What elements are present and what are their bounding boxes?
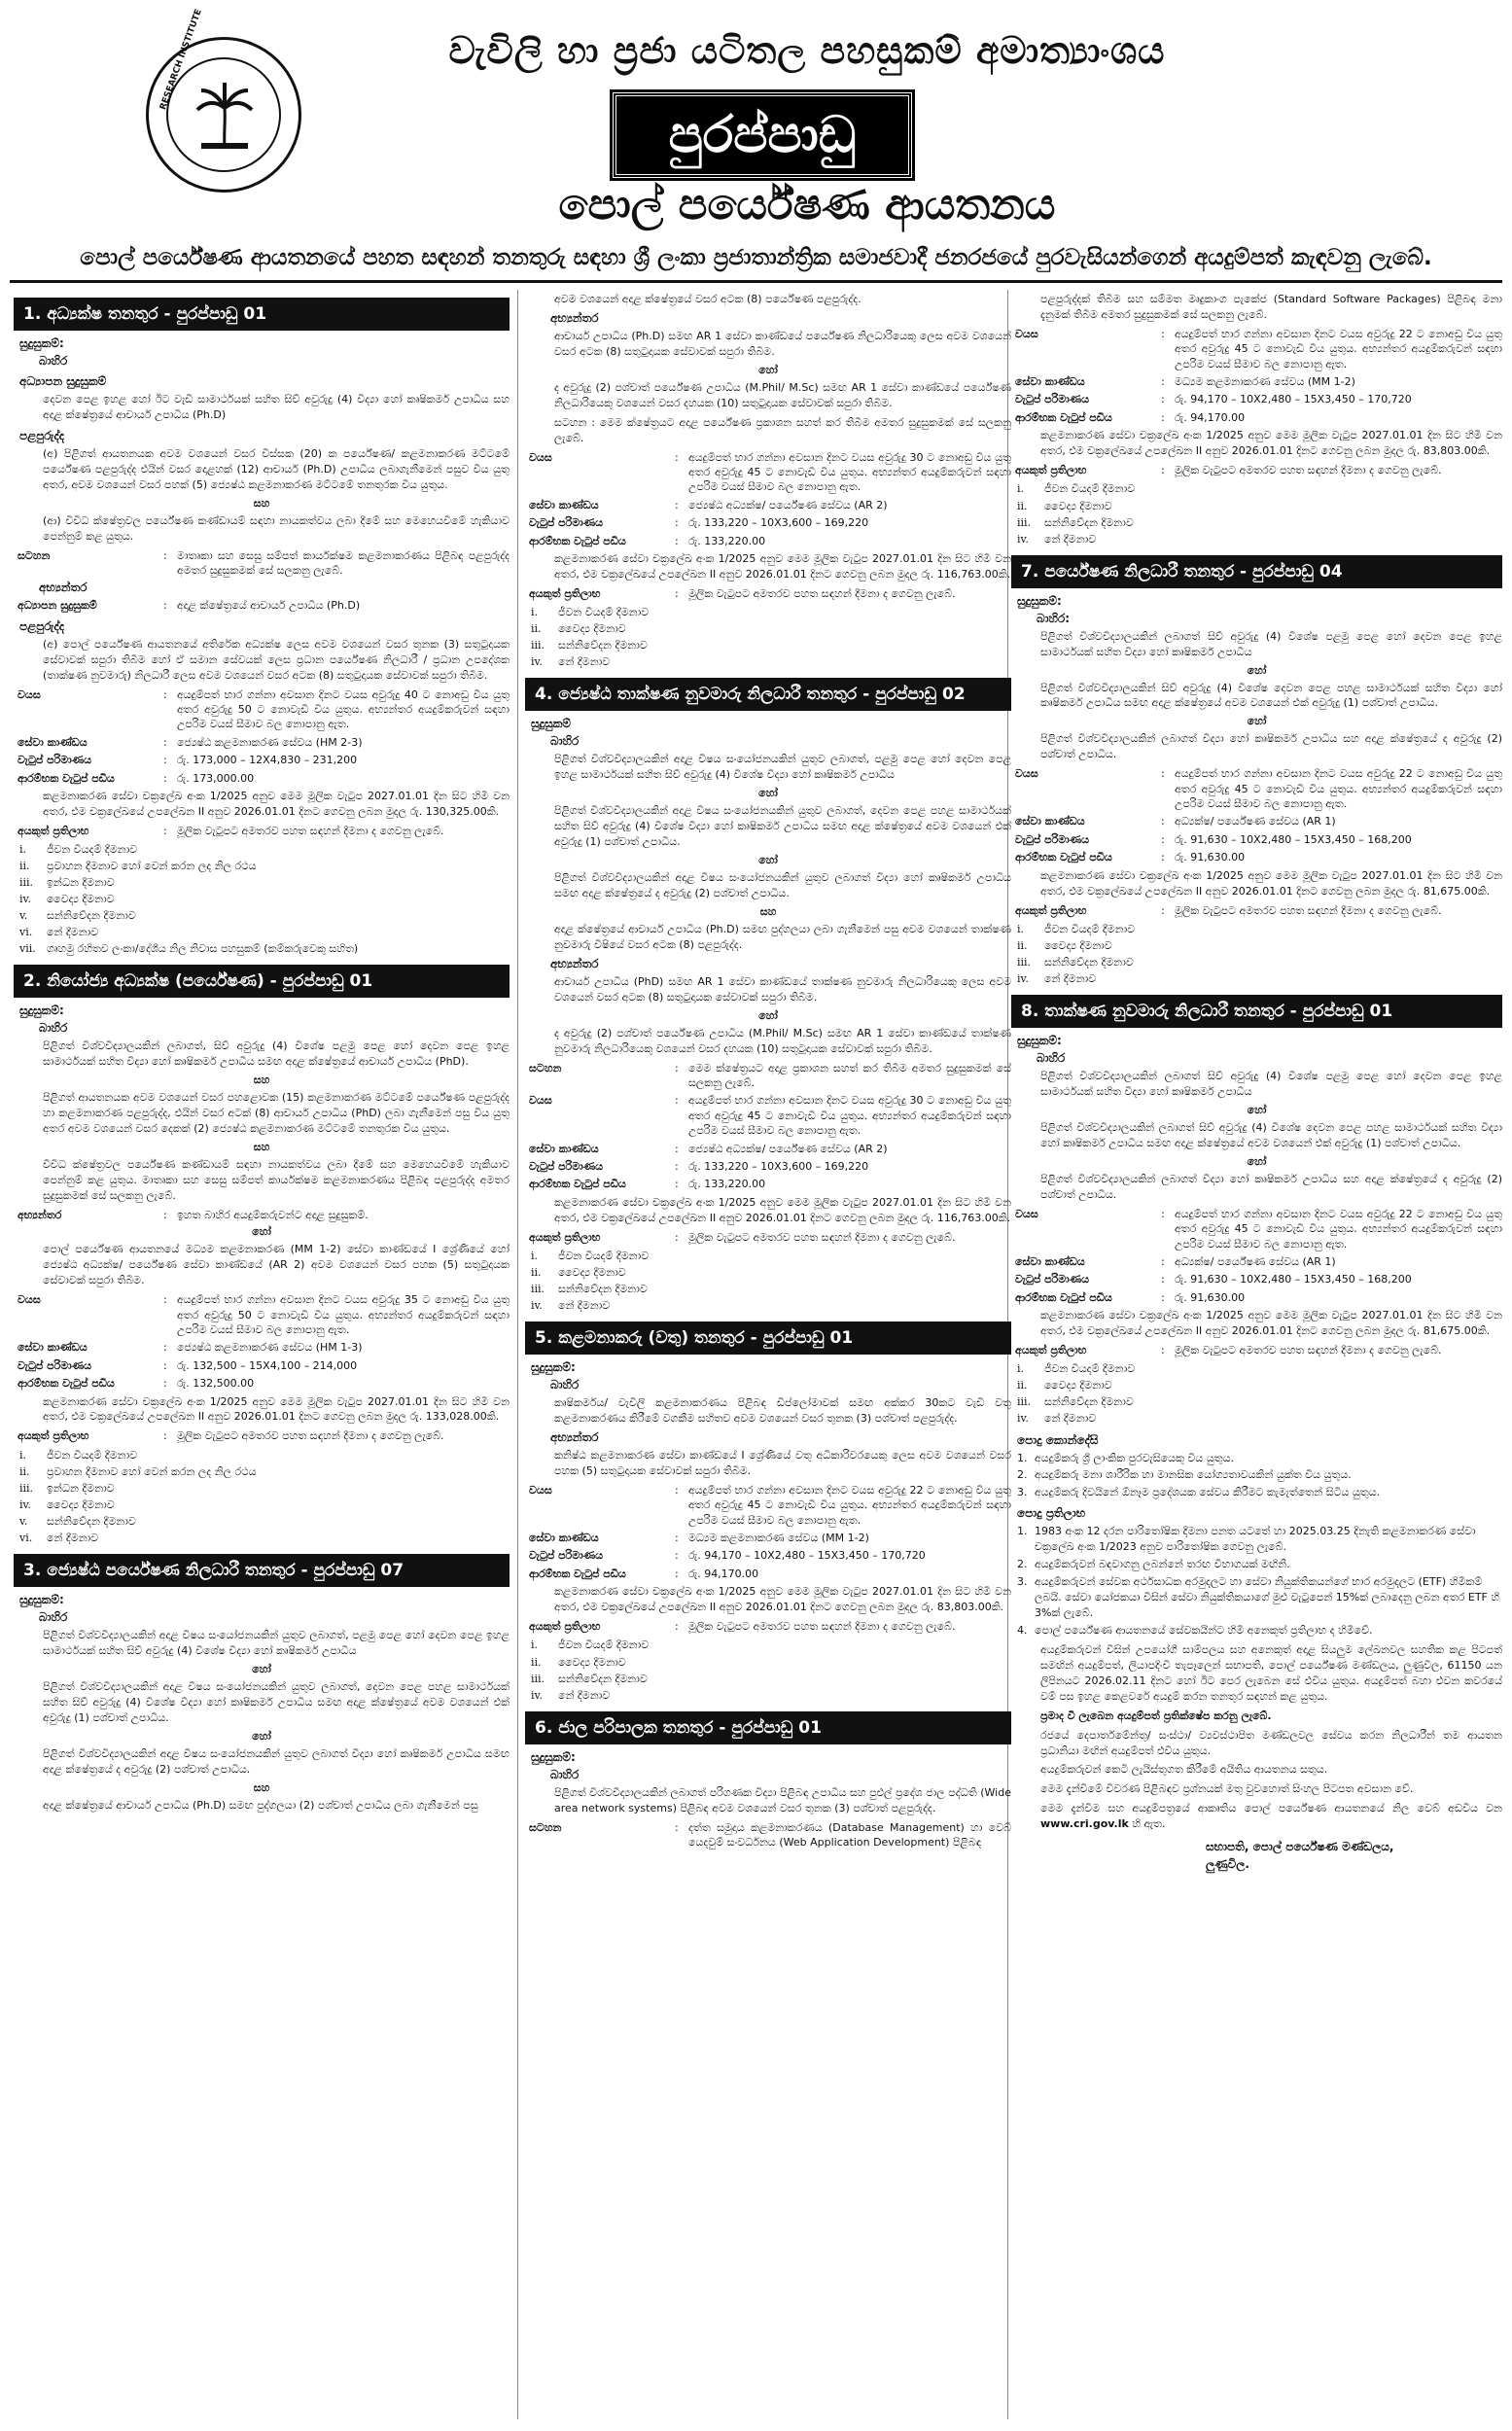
benefits-row: අයකුත් ප්‍රතිලාභ : මූලික වැටුපට අමතරව පහත සඳහන් දීමනා ද ගෙවනු ලැබේ. xyxy=(1015,903,1442,917)
note-row: සටහන : මෙම ක්ෂේත්‍රයට අදාළ ප්‍රකාශන සහත් කර තිබීම අමතර සුදුසුකමක් සේ සලකනු ලැබේ. xyxy=(529,1061,1011,1089)
paragraph: (අ) පිළිගත් ආයතනයක අවම වශයෙන් වසර විස්සක (20) ක පර්යේෂණ/ කළමනාකරණ මට්ටමේ පර්යේෂණ පළපුරුද්ද එයින් වසර දොළහක් (12) ආචාර්ය (Ph.D) උපාධිය ලබාගැනීමෙන් පසුව විය යුතු අතර, අවම වශයෙන් වසර පහක් (5) ජ්‍යෙෂ්ඨ කළමනාකරණ මට්ටමේ තනතුරක විය යුතුය. xyxy=(43,446,510,491)
benefit-item: i. ජීවන වියදම් දීමනාව xyxy=(531,1638,650,1652)
age-row: වයස : අයදුම්පත් භාර ගන්නා අවසාන දිනට වයස අවුරුදු 40 ට නොඅඩු විය යුතු අතර අවුරුදු 50 ට නොවැඩි විය යුතුය. අභ්‍යන්තර අයදුම්කරුවන් සඳහා උපරිම වයස් සීමාව බල නොපානු ඇත. xyxy=(18,687,510,731)
signature-line-2: ලුණුවිල. xyxy=(1206,1857,1249,1872)
salary-row: වැටුප් පරිමාණය : රු. 94,170 – 10X2,480 – 15X3,450 – 170,720 xyxy=(529,1549,926,1563)
benefits-row: අයකුත් ප්‍රතිලාභ : මූලික වැටුපට අමතරව පහත සඳහන් දීමනා ද ගෙවනු ලැබේ. xyxy=(18,824,444,837)
age-row: වයස : අයදුම්පත් භාර ගන්නා අවසාන දිනට වයස අවුරුදු 30 ට නොඅඩු විය යුතු අතර අවුරුදු 45 ට නොවැඩි විය යුතුය. අභ්‍යන්තර අයදුම්කරුවන් සඳහා උපරිම වයස් සීමාව බල නොපානු ඇත. xyxy=(529,450,1011,494)
paragraph: පිළිගත් විශ්වවිද්‍යාලයකින් අදාළ විෂය සංයෝජනයකින් යුතුව ලබාගත්, දෙවන පෙළ පහළ සාමාර්ථයක් සහිත සිව් අවුරුදු (4) විශේෂ විද්‍යා හෝ කෘෂිකර්ම උපාධිය සමඟ අදාළ ක්ෂේත්‍රයේ අවම වශයෙන් එක් අවුරුදු (1) පශ්චාත් උපාධිය. xyxy=(43,1679,510,1724)
palm-tree-icon xyxy=(188,79,262,153)
qualifications-label: සුදුසුකම්: xyxy=(19,1004,64,1018)
conjunction: සහ xyxy=(253,1074,270,1087)
internal-label: අභ්‍යන්තර xyxy=(550,956,599,970)
column-3 xyxy=(1011,290,1502,2419)
benefit-item: iv. නේ දීමනාව xyxy=(531,1688,611,1702)
conjunction: හෝ xyxy=(252,1662,271,1675)
start-salary-row: ආරම්භක වැටුප් පඩිය : රු. 173,000.00 xyxy=(18,771,255,785)
benefit-item: iii. සන්නිවේදන දීමනාව xyxy=(531,1672,648,1685)
paragraph: පිළිගත් ආයතනයක අවම වශයෙන් වසර පහළොවක (15) කළමනාකරණ මට්ටමේ පර්යේෂණ පළපුරුද්ද හා කළමනාකරණ පළපුරුද්ද, එයින් වසර අටක් (8) ආචාර්ය උපාධිය (PhD) ලබා ගැනීමෙන් පසු විය යුතු අතර අවම වශයෙන් වසර දෙකක් (2) ජ්‍යෙෂ්ඨ කළමනාකරණ මට්ටමේ තනතුරක විය යුතුය. xyxy=(43,1091,510,1136)
benefits-list xyxy=(531,604,1011,670)
age-row: වයස : අයදුම්පත් භාර ගන්නා අවසාන දිනට වයස අවුරුදු 35 ට නොඅඩු විය යුතු අතර අවුරුදු 50 ට නොවැඩි විය යුතුය. අභ්‍යන්තර අයදුම්කරුවන් සඳහා උපරිම වයස් සීමාව බල නොපානු ඇත. xyxy=(18,1293,510,1336)
note-row: සටහන : දත්ත සමුදාය කළමනාකරණය (Database Management) හා වෙබ් යෙදවුම් සංවර්ධනය (Web Application Development) පිළිබඳ xyxy=(529,1820,1011,1849)
late-application-note: ප්‍රමාද වී ලැබෙන අයදුම්පත් ප්‍රතික්ෂේප කරනු ලැබේ. xyxy=(1040,1709,1272,1722)
internal-label: අභ්‍යන්තර xyxy=(550,1430,599,1444)
benefit-item: ii. වෛද්‍ය දීමනාව xyxy=(531,1655,626,1669)
signature-line-1: සභාපති, පොල් පර්යේෂණ මණ්ඩලය, xyxy=(1206,1840,1394,1854)
website-note xyxy=(1040,1801,1502,1832)
qualifications-label: සුදුසුකම්: xyxy=(19,1593,64,1607)
ministry-title: වැවිලි හා ප්‍රජා යටිතල පහසුකම් අමාත්‍යාංශය xyxy=(448,29,1166,72)
section-title: 1. අධ්‍යක්ෂ තනතුර - පුරප්පාඩු 01 xyxy=(14,298,510,331)
column-1 xyxy=(14,290,510,2419)
external-label: බාහිර xyxy=(39,1021,68,1036)
service-row: සේවා කාණ්ඩය : මධ්‍යම කළමනාකරණ සේවය (MM 1-2) xyxy=(529,1532,869,1545)
conjunction: හෝ xyxy=(1247,663,1267,677)
list-item: 1. 1983 අංක 12 දරන පාරිතෝෂික දීමනා පනත යටතේ හා 2025.03.25 දිනැති කළමනාකරණ සේවා චක්‍රලේඛ අංක 1/2023 අනුව පාරිතෝෂික ගෙවනු ලැබේ. xyxy=(1017,1525,1476,1554)
application-instructions: අයදුම්කරුවන් විසින් උපයෝගී සාම්පලය සහ අනෙකුත් අදාළ සියලුම ලේඛනවල සහතික කළ පිටපත් සමඟින් අයදුම්පත්, ලියාපදිංචි තැපෑලෙන් සභාපති, පොල් පර්යේෂණ මණ්ඩලය, ලුණුවිල, 61150 යන ලිපිනයට 2026.02.11 දිනට හෝ ඊට පෙර ලැබෙන සේ එවිය යුතුය. අයදුම්පත් බහා එවන කවරයේ වම් පස ඉහළ කෙළවරේ අයදුම් කරන තනතුර සඳහන් කළ යුතුය. xyxy=(1040,1642,1502,1703)
paragraph: ආචාර්ය උපාධිය (Ph.D) සමඟ AR 1 සේවා කාණ්ඩයේ පර්යේෂණ නිලධාරියෙකු ලෙස අවම වශයෙන් වසර අටක (8) සතුටුදායක සේවාවක් සපුරා තිබීම. xyxy=(554,329,1011,358)
benefits-list xyxy=(531,1637,1011,1703)
conjunction: හෝ xyxy=(1247,1103,1267,1116)
benefit-item: ii. වෛද්‍ය දීමනාව xyxy=(531,622,626,636)
website-tail: හි ඇත. xyxy=(1132,1817,1166,1831)
paragraph: කෘෂිකර්මය/ වැවිලි කළමනාකරණය පිළිබඳ ඩිප්ලෝමාවක් සමඟ අක්කර 30කට වැඩි වතු කළමනාකරණය කිරීමේ වගකීම සහිතව අවම වශයෙන් වසර තුනක (3) පශ්චාත් පළපුරුද්ද. xyxy=(554,1396,1011,1426)
list-item: 2. අයදුම්කරුවන් බඳවාගනු ලබන්නේ තරඟ විභාගයක් මඟිනි. xyxy=(1017,1558,1290,1571)
age-row: වයස : අයදුම්පත් භාර ගන්නා අවසාන දිනට වයස අවුරුදු 22 ට නොඅඩු විය යුතු අතර අවුරුදු 45 ට නොවැඩි විය යුතුය. අභ්‍යන්තර අයදුම්කරුවන් සඳහා උපරිම වයස් සීමාව බල නොපානු ඇත. xyxy=(1015,1207,1502,1251)
service-row: සේවා කාණ්ඩය : ජ්‍යෙෂ්ඨ අධ්‍යක්ෂ/ පර්යේෂණ සේවය (AR 2) xyxy=(529,1142,888,1155)
age-row: වයස : අයදුම්පත් භාර ගන්නා අවසාන දිනට වයස අවුරුදු 22 ට නොඅඩු විය යුතු අතර අවුරුදු 45 ට නොවැඩි විය යුතුය. අභ්‍යන්තර අයදුම්කරුවන් සඳහා උපරිම වයස් සීමාව බල නොපානු ඇත. xyxy=(529,1483,1011,1527)
benefit-item: iv. නේ දීමනාව xyxy=(1017,1412,1097,1426)
service-row: සේවා කාණ්ඩය : අධ්‍යක්ෂ/ පර්යේෂණ සේවය (AR 1) xyxy=(1015,815,1336,828)
salary-row: වැටුප් පරිමාණය : රු. 91,630 – 10X2,480 – 15X3,450 – 168,200 xyxy=(1015,1273,1412,1286)
external-label: බාහිර xyxy=(550,1378,580,1392)
section-title: 3. ජ්‍යෙෂ්ඨ පර්යේෂණ නිලධාරී තනතුර - පුරප්පාඩු 07 xyxy=(14,1554,510,1587)
paragraph: පිළිගත් විශ්වවිද්‍යාලයකින් අදාළ විෂය සංයෝජනයකින් යුතුව ලබාගත්, පළමු පෙළ හෝ දෙවන පෙළ ඉහළ සාමාර්ථයක් සහිත සිව් අවුරුදු (4) විශේෂ විද්‍යා හෝ කෘෂිකර්ම උපාධිය xyxy=(43,1629,510,1658)
benefit-item: iv. නේ දීමනාව xyxy=(1017,532,1097,546)
salary-note: කළමනාකරණ සේවා චක්‍රලේඛ අංක 1/2025 අනුව මෙම මූලික වැටුප 2027.01.01 දින සිට හිමි වන අතර, එම චක්‍රලේඛයේ උපලේඛන II අනුව 2026.01.01 දිනට ගෙවනු ලබන මුදල රු. 81,675.00කි. xyxy=(1040,868,1502,898)
intro-statement: පොල් පර්යේෂණ ආයතනයේ පහත සඳහන් තනතුරු සඳහා ශ්‍රී ලංකා ප්‍රජාතාන්ත්‍රික සමාජවාදී ජනරජයේ පුරවැසියන්ගෙන් අයදුම්පත් කැඳවනු ලැබේ. xyxy=(80,245,1432,270)
paragraph: පිළිගත් විශ්වවිද්‍යාලයකින් ලබාගත් සිව් අවුරුදු (4) විශේෂ දෙවන පෙළ පහළ සාමාර්ථයක් සහිත විද්‍යා හෝ කෘෂිකර්ම උපාධිය සමඟ අදාළ ක්ෂේත්‍රයේ අවම වශයෙන් එක් අවුරුදු (1) පශ්චාත් උපාධිය. xyxy=(1040,1120,1502,1149)
qualifications-label: සුදුසුකම්: xyxy=(19,336,64,350)
service-row: සේවා කාණ්ඩය : මධ්‍යම කළමනාකරණ සේවය (MM 1-2) xyxy=(1015,375,1355,389)
list-item: 1. අයදුම්කරු ශ්‍රී ලාංකික පුරවැසියෙකු විය යුතුය. xyxy=(1017,1451,1234,1464)
conjunction: හෝ xyxy=(1247,715,1267,728)
service-row: සේවා කාණ්ඩය : ජ්‍යෙෂ්ඨ අධ්‍යක්ෂ/ පර්යේෂණ සේවය (AR 2) xyxy=(529,498,888,511)
salary-row: වැටුප් පරිමාණය : රු. 133,220 – 10X3,600 – 169,220 xyxy=(529,516,869,530)
service-row: සේවා කාණ්ඩය : අධ්‍යක්ෂ/ පර්යේෂණ සේවය (AR 1) xyxy=(1015,1254,1336,1268)
conjunction: සහ xyxy=(253,496,270,510)
note: සටහන : මෙම ක්ෂේත්‍රයට අදාළ පර්යේෂණ ප්‍රකාශන සහත් කර තිබීම අමතර සුදුසුකමක් සේ සලකනු ලැබේ. xyxy=(554,415,1011,444)
note: අයදුම්කරුවන් කෙටි ලැයිස්තුගත කිරීමේ අයිතිය ආයතනය සතුය. xyxy=(1040,1763,1328,1777)
service-row: සේවා කාණ්ඩය : ජ්‍යෙෂ්ඨ කළමනාකරණ සේවය (HM 2-3) xyxy=(18,735,363,749)
benefits-list xyxy=(531,1248,1011,1314)
start-salary-row: ආරම්භක වැටුප් පඩිය : රු. 94,170.00 xyxy=(529,1567,759,1580)
paragraph: පොල් පර්යේෂණ ආයතනයේ මධ්‍යම කළමනාකරණ (MM 1-2) සේවා කාණ්ඩයේ I ශ්‍රේණියේ හෝ ජ්‍යෙෂ්ඨ අධ්‍යක්ෂ/ පර්යේෂණ සේවා කාණ්ඩයේ (AR 2) අවම වශයෙන් වසර පහක (5) සතුටුදායක සේවාවක් සපුරා තිබීම. xyxy=(43,1243,510,1287)
start-salary-row: ආරම්භක වැටුප් පඩිය : රු. 94,170.00 xyxy=(1015,410,1246,424)
benefit-item: i. ජීවන වියදම් දීමනාව xyxy=(19,1448,138,1462)
qualifications-label: සුදුසුකම් xyxy=(531,717,571,731)
internal-row: අභ්‍යන්තර : ඉහත බාහිර අයදුම්කරුවන්ට අදාළ සුදුසුකම්. xyxy=(18,1208,369,1221)
conjunction: හෝ xyxy=(252,1225,271,1239)
external-label: බාහිර xyxy=(39,354,68,368)
note-row: සටහන : මාතෘකා සහ සෙසු සම්පත් කාර්යක්ෂම කළමනාකරණය පිළිබඳ පළපුරුද්ද අමතර සුදුසුකමක් සේ සලකනු ලැබේ. xyxy=(18,548,510,577)
benefits-row: අයකුත් ප්‍රතිලාභ : මූලික වැටුපට අමතරව පහත සඳහන් දීමනා ද ගෙවනු ලැබේ. xyxy=(1015,464,1442,477)
section-title: 4. ජ්‍යෙෂ්ඨ තාක්ෂණ නුවමාරු නිලධාරී තනතුර - පුරප්පාඩු 02 xyxy=(525,678,1011,711)
paragraph: (අ) පොල් පර්යේෂණ ආයතනයේ අතිරේක අධ්‍යක්ෂ ලෙස අවම වශයෙන් වසර තුනක (3) සතුටුදායක සේවාවක් සපුරා තිබීම හෝ ඒ සමාන සේවයක් ලෙස ප්‍රධාන පර්යේෂණ නිලධාරී / ප්‍රධාන උපදේශක (තාක්ෂණ නුවමාරු) නිලධාරී ලෙස අවම වශයෙන් වසර අටක (8) සතුටුදායක සේවාවක් සපුරා තිබීම. xyxy=(43,637,510,682)
benefit-item: vii. ගෘහමු රහිතව ලංකා/දේශීය නිල නිවාස පහසුකම් (කම්කරුවෙකු සහිත) xyxy=(19,942,359,956)
external-label: බාහිර xyxy=(39,1610,68,1625)
paragraph: අදාළ ක්ෂේත්‍රයේ ආචාර්ය උපාධිය (Ph.D) සමඟ පුද්ගලයා ලබා ගැනීමෙන් පසු අවම වශයෙන් තාක්ෂණ නුවමාරු විෂියේ වසර අටක (8) පළපුරුද්ද. xyxy=(554,922,1011,951)
experience-label: පළපුරුද්ද xyxy=(19,428,65,442)
paragraph: පිළිගත් විශ්වවිද්‍යාලයකින් ලබාගත් විද්‍යා හෝ කෘෂිකර්ම උපාධිය සහ අදාළ ක්ෂේත්‍රයේ ද අවුරුදු (2) පශ්චාත් උපාධිය. xyxy=(1040,732,1502,761)
salary-note: කළමනාකරණ සේවා චක්‍රලේඛ අංක 1/2025 අනුව මෙම මූලික වැටුප 2027.01.01 දින සිට හිමි වන අතර, එම චක්‍රලේඛයේ උපලේඛන II අනුව 2026.01.01 දිනට ගෙවනු ලබන මුදල රු. 116,763.00කි. xyxy=(554,1195,1011,1224)
service-row: සේවා කාණ්ඩය : ජ්‍යෙෂ්ඨ කළමනාකරණ සේවය (HM 1-3) xyxy=(18,1341,363,1355)
vacancy-banner: පුරප්පාඩු xyxy=(613,92,912,178)
list-item: 2. අයදුම්කරු මනා ශාරීරික හා මානසික යෝග්‍යතාවයකින් යුක්ත විය යුතුය. xyxy=(1017,1468,1352,1482)
salary-note: කළමනාකරණ සේවා චක්‍රලේඛ අංක 1/2025 අනුව මෙම මූලික වැටුප 2027.01.01 දින සිට හිමි වන අතර, එම චක්‍රලේඛයේ උපලේඛන II අනුව 2026.01.01 දිනට ගෙවනු ලබන මුදල රු. 133,028.00කි. xyxy=(43,1394,510,1424)
paragraph: පිළිගත් විශ්වවිද්‍යාලයකින් ලබාගත් සිව් අවුරුදු (4) විශේෂ පළමු පෙළ හෝ දෙවන පෙළ ඉහළ සාමාර්ථයක් සහිත විද්‍යා හෝ කෘෂිකර්ම උපාධිය xyxy=(1040,629,1502,658)
benefits-list xyxy=(1017,480,1502,546)
website-link[interactable]: www.cri.gov.lk xyxy=(1040,1817,1129,1831)
start-salary-row: ආරම්භක වැටුප් පඩිය : රු. 132,500.00 xyxy=(18,1377,255,1391)
salary-row: වැටුප් පරිමාණය : රු. 94,170 – 10X2,480 – 15X3,450 – 170,720 xyxy=(1015,393,1412,406)
age-row: වයස : අයදුම්පත් භාර ගන්නා අවසාන දිනට වයස අවුරුදු 30 ට නොඅඩු විය යුතු අතර අවුරුදු 45 ට නොවැඩි විය යුතුය. අභ්‍යන්තර අයදුම්කරුවන් සඳහා උපරිම වයස් සීමාව බල නොපානු ඇත. xyxy=(529,1094,1011,1138)
list-item: 4. පොල් පර්යේෂණ ආයතනයේ සේවකයින්ට හිමි අනෙකුත් ප්‍රතිලාභ ද හිමිවේ. xyxy=(1017,1623,1373,1637)
benefits-row: අයකුත් ප්‍රතිලාභ : මූලික වැටුපට අමතරව පහත සඳහන් දීමනා ද ගෙවනු ලැබේ. xyxy=(1015,1343,1442,1356)
benefits-row: අයකුත් ප්‍රතිලාභ : මූලික වැටුපට අමතරව පහත සඳහන් දීමනා ද ගෙවනු ලැබේ. xyxy=(529,1620,956,1634)
salary-note: කළමනාකරණ සේවා චක්‍රලේඛ අංක 1/2025 අනුව මෙම මූලික වැටුප 2027.01.01 දින සිට හිමි වන අතර, එම චක්‍රලේඛයේ උපලේඛන II අනුව 2026.01.01 දිනට ගෙවනු ලබන මුදල රු. 81,675.00කි. xyxy=(1040,1309,1502,1337)
general-conditions-heading: පොදු කොන්දේසි xyxy=(1017,1432,1099,1447)
benefit-item: iv. නේ දීමනාව xyxy=(1017,972,1097,986)
paragraph: ද අවුරුදු (2) පශ්චාත් පර්යේෂණ උපාධිය (M.Phil/ M.Sc) සමඟ AR 1 සේවා කාණ්ඩයේ පර්යේෂණ නිලධාරියෙකු වශයෙන් වසර දහයක (10) සතුටුදායක සේවාවක් සපුරා තිබීම. xyxy=(554,380,1011,409)
benefit-item: iv. වෛද්‍ය දීමනාව xyxy=(19,1497,115,1511)
experience-label: පළපුරුද්ද xyxy=(19,618,65,633)
paragraph: පිළිගත් විශ්වවිද්‍යාලයකින් ලබාගත් විද්‍යා හෝ කෘෂිකර්ම උපාධිය සහ අදාළ ක්ෂේත්‍රයේ ද අවුරුදු (2) පශ්චාත් උපාධිය. xyxy=(1040,1172,1502,1201)
paragraph: පිළිගත් විශ්වවිද්‍යාලයකින් අදාළ විෂය සංයෝජනයකින් යුතුව ලබාගත්, දෙවන පෙළ පහළ සාමාර්ථයක් සහිත සිව් අවුරුදු (4) විශේෂ විද්‍යා හෝ කෘෂිකර්ම උපාධිය සමඟ අදාළ ක්ෂේත්‍රයේ අවම වශයෙන් එක් අවුරුදු (1) පශ්චාත් උපාධිය. xyxy=(554,804,1011,849)
list-item: 3. අයදුම්කරු දිවයිනේ ඕනෑම ප්‍රදේශයක සේවය කිරීමට කැමැත්තෙන් සිටිය යුතුය. xyxy=(1017,1486,1381,1499)
benefits-row: අයකුත් ප්‍රතිලාභ : මූලික වැටුපට අමතරව පහත සඳහන් දීමනා ද ගෙවනු ලැබේ. xyxy=(529,586,956,600)
benefit-item: i. ජීවන වියදම් දීමනාව xyxy=(1017,482,1136,496)
salary-row: වැටුප් පරිමාණය : රු. 91,630 – 10X2,480 – 15X3,450 – 168,200 xyxy=(1015,832,1412,846)
benefit-item: iii. ඉන්ධන දීමනාව xyxy=(19,876,115,890)
general-benefits-list xyxy=(1017,1524,1502,1638)
section-title: 8. තාක්ෂණ නුවමාරු නිලධාරී තනතුර - පුරප්පාඩු 01 xyxy=(1011,995,1502,1028)
benefit-item: iii. සන්නිවේදන දීමනාව xyxy=(1017,1395,1134,1409)
paragraph: (ආ) විවිධ ක්ෂේත්‍රවල පර්යේෂණ කණ්ඩායම් සඳහා නායකත්වය ලබා දීමේ සහ මෙහෙයවීමේ හැකියාව පෙන්නුම් කළ යුතුය. xyxy=(43,513,510,543)
start-salary-row: ආරම්භක වැටුප් පඩිය : රු. 91,630.00 xyxy=(1015,1290,1246,1304)
section-title: 2. නියෝජ්‍ය අධ්‍යක්ෂ (පර්යේෂණ) - පුරප්පාඩු 01 xyxy=(14,965,510,998)
paragraph: ආචාර්ය උපාධිය (PhD) සමඟ AR 1 සේවා කාණ්ඩයේ තාක්ෂණ නුවමාරු නිලධාරියෙකු ලෙස අවම වශයෙන් වසර අටක (8) සතුටුදායක සේවාවක් සපුරා තිබීම. xyxy=(554,974,1011,1004)
conjunction: හෝ xyxy=(1247,1154,1267,1168)
benefit-item: vi. නේ දීමනාව xyxy=(19,1532,99,1545)
paragraph: පිළිගත් විශ්වවිද්‍යාලයකින් ලබාගත් සිව් අවුරුදු (4) විශේෂ පළමු පෙළ හෝ දෙවන පෙළ ඉහළ සාමාර්ථයක් සහිත විද්‍යා හෝ කෘෂිකර්ම උපාධිය xyxy=(1040,1070,1502,1099)
external-label: බාහිර xyxy=(550,734,580,749)
benefit-item: i. ජීවන වියදම් දීමනාව xyxy=(531,1249,650,1262)
column-divider xyxy=(517,290,518,2419)
paragraph: පිළිගත් විශ්වවිද්‍යාලයකින් අදාළ විෂය සංයෝජනයකින් යුතුව ලබාගත්, පළමු පෙළ හෝ දෙවන පෙළ ඉහළ සාමාර්ථයක් සහිත සිව් අවුරුදු (4) විශේෂ විද්‍යා හෝ කෘෂිකර්ම උපාධිය xyxy=(554,753,1011,782)
qualifications-label: සුදුසුකම්: xyxy=(1017,593,1062,608)
signature-block xyxy=(1206,1838,1502,1873)
benefits-row: අයකුත් ප්‍රතිලාභ : මූලික වැටුපට අමතරව පහත සඳහන් දීමනා ද ගෙවනු ලැබේ. xyxy=(529,1230,956,1244)
paragraph: අදාළ ක්ෂේත්‍රයේ ආචාර්ය උපාධිය (Ph.D) සමඟ පුද්ගලයා (2) පශ්චාත් උපාධිය ලබා ගැනීමෙන් පසු xyxy=(43,1798,478,1812)
list-item: 3. අයදුම්කරුවන් සේවක අර්ථසාධක අරමුදලට හා සේවා නියුක්තිකයන්ගේ භාර අරමුදලට (ETF) හිමිකම් ලබයි. සේවා යෝජකයා විසින් සේවා නියුක්තිකයාගේ මුළු වැටුපෙන් 15%ක් ලබාදෙනු ලබන අතර ETF හි 3%ක් ලැබේ. xyxy=(1017,1575,1500,1620)
salary-note: කළමනාකරණ සේවා චක්‍රලේඛ අංක 1/2025 අනුව මෙම මූලික වැටුප 2027.01.01 දින සිට හිමි වන අතර, එම චක්‍රලේඛයේ උපලේඛන II අනුව 2026.01.01 දිනට ගෙවනු ලබන මුදල රු. 116,763.00කි. xyxy=(554,551,1011,581)
benefit-item: i. ජීවන වියදම් දීමනාව xyxy=(531,606,650,619)
salary-note: කළමනාකරණ සේවා චක්‍රලේඛ අංක 1/2025 අනුව මෙම මූලික වැටුප 2027.01.01 දින සිට හිමි වන අතර, එම චක්‍රලේඛයේ උපලේඛන II අනුව 2026.01.01 දිනට ගෙවනු ලබන මුදල රු. 130,325.00කි. xyxy=(43,789,510,818)
benefit-item: ii. ප්‍රවාහන දීමනාව හෝ වෙන් කරන ලද නිල රථය xyxy=(19,1464,257,1478)
age-row: වයස : අයදුම්පත් භාර ගන්නා අවසාන දිනට වයස අවුරුදු 22 ට නොඅඩු විය යුතු අතර අවුරුදු 45 ට නොවැඩි විය යුතුය. අභ්‍යන්තර අයදුම්කරුවන් සඳහා උපරිම වයස් සීමාව බල නොපානු ඇත. xyxy=(1015,767,1502,811)
benefit-item: v. සන්නිවේදන දීමනාව xyxy=(19,1514,136,1528)
qualifications-label: සුදුසුකම්: xyxy=(531,1749,576,1764)
benefit-item: vi. නේ දීමනාව xyxy=(19,926,99,939)
benefit-item: iii. ඉන්ධන දීමනාව xyxy=(19,1481,115,1495)
section-title: 6. ජාල පරිපාලක තනතුර - පුරප්පාඩු 01 xyxy=(525,1711,1011,1744)
conjunction: සහ xyxy=(253,1780,270,1794)
benefits-list xyxy=(19,1447,510,1546)
benefit-item: ii. ප්‍රවාහන දීමනාව හෝ වෙන් කරන ලද නිල රථය xyxy=(19,860,257,873)
internal-label: අභ්‍යන්තර xyxy=(39,581,88,595)
benefit-item: iii. සන්නිවේදන දීමනාව xyxy=(531,1283,648,1296)
conjunction: හෝ xyxy=(758,787,778,800)
salary-row: වැටුප් පරිමාණය : රු. 133,220 – 10X3,600 – 169,220 xyxy=(529,1159,869,1173)
paragraph: පිළිගත් විශ්වවිද්‍යාලයකින් ලබාගත්, සිව් අවුරුදු (4) විශේෂ පළමු පෙළ හෝ දෙවන පෙළ ඉහළ සාමාර්ථයක් සහිත විද්‍යා හෝ කෘෂිකර්ම උපාධිය සමඟ අදාළ ක්ෂේත්‍රයේ ආචාර්ය උපාධිය (PhD). xyxy=(43,1039,510,1069)
benefits-row: අයකුත් ප්‍රතිලාභ : මූලික වැටුපට අමතරව පහත සඳහන් දීමනා ද ගෙවනු ලැබේ. xyxy=(18,1429,444,1443)
benefit-item: ii. වෛද්‍ය දීමනාව xyxy=(1017,1379,1112,1392)
conjunction: සහ xyxy=(759,904,777,918)
benefits-list xyxy=(1017,921,1502,987)
logo-text: RESEARCH INSTITUTE xyxy=(158,8,204,112)
salary-row: වැටුප් පරිමාණය : රු. 132,500 – 15X4,100 – 214,000 xyxy=(18,1358,358,1372)
section-title: 7. පර්යේෂණ නිලධාරී තනතුර - පුරප්පාඩු 04 xyxy=(1011,555,1502,588)
general-benefits-heading: පොදු ප්‍රතිලාභ xyxy=(1017,1506,1086,1521)
benefit-item: v. සන්නිවේදන දීමනාව xyxy=(19,909,136,923)
website-text: මෙම දැන්වීම සහ අයදුම්පත්‍රයේ ආකෘතිය පොල් පර්යේෂණ ආයතනයේ නිල වෙබ් අඩවිය වන xyxy=(1040,1802,1502,1815)
edu-label: අධ්‍යාපන සුදුසුකම් xyxy=(19,374,107,388)
paragraph: අවම වශයෙන් අදාළ ක්ෂේත්‍රයේ වසර අටක (8) පර්යේෂණ පළපුරුද්ද. xyxy=(554,293,861,305)
paragraph: කනිෂ්ඨ කළමනාකරණ සේවා කාණ්ඩයේ I ශ්‍රේණියේ වතු අධිකාරිවරයෙකු ලෙස අවම වශයෙන් වසර පහක (5) සතුටුදායක සේවාවක් සපුරා තිබීම. xyxy=(554,1449,1011,1477)
external-label: බාහිර xyxy=(550,1767,580,1781)
paragraph: පිළිගත් විශ්වවිද්‍යාලයකින් සිව් අවුරුදු (4) විශේෂ දෙවන පෙළ පහළ සාමාර්ථයක් සහිත විද්‍යා හෝ කෘෂිකර්ම උපාධිය සමඟ අදාළ ක්ෂේත්‍රයේ අවම වශයෙන් එක් අවුරුදු (1) පශ්චාත් උපාධිය. xyxy=(1040,681,1502,710)
conjunction: හෝ xyxy=(758,854,778,867)
age-row: වයස : අයදුම්පත් භාර ගන්නා අවසාන දිනට වයස අවුරුදු 22 ට නොඅඩු විය යුතු අතර අවුරුදු 45 ට නොවැඩි විය යුතුය. අභ්‍යන්තර අයදුම්කරුවන් සඳහා උපරිම වයස් සීමාව බල නොපානු ඇත. xyxy=(1015,327,1502,370)
benefit-item: i. ජීවන වියදම් දීමනාව xyxy=(19,843,138,857)
benefit-item: ii. වෛද්‍ය දීමනාව xyxy=(531,1265,626,1279)
paragraph: පිළිගත් විශ්වවිද්‍යාලයකින් අදාළ විෂය සංයෝජනයකින් යුතුව ලබාගත් විද්‍යා හෝ කෘෂිකර්ම උපාධිය සමඟ අදාළ ක්ෂේත්‍රයේ ද අවුරුදු (2) පශ්චාත් උපාධිය. xyxy=(554,871,1011,899)
salary-note: කළමනාකරණ සේවා චක්‍රලේඛ අංක 1/2025 අනුව මෙම මූලික වැටුප 2027.01.01 දින සිට හිමි වන අතර, එම චක්‍රලේඛයේ උපලේඛන II අනුව 2026.01.01 දිනට ගෙවනු ලබන මුදල රු. 83,803.00කි. xyxy=(1040,429,1502,458)
benefit-item: iv. නේ දීමනාව xyxy=(531,655,611,669)
paragraph: විවිධ ක්ෂේත්‍රවල පර්යේෂණ කණ්ඩායම් සඳහා නායකත්වය ලබා දීමේ සහ මෙහෙයවීමේ හැකියාව පෙන්නුම් කළ යුතුය. මාතෘකා සහ සෙසු සම්පත් කාර්යක්ෂම කළමනාකරණය පිළිබඳ පළපුරුද්ද අමතර සුදුසුකමක් සේ සලකනු ලැබේ. xyxy=(43,1158,510,1203)
benefit-item: i. ජීවන වියදම් දීමනාව xyxy=(1017,1362,1136,1376)
benefits-list xyxy=(1017,1360,1502,1427)
salary-row: වැටුප් පරිමාණය : රු. 173,000 – 12X4,830 – 231,200 xyxy=(18,754,358,767)
conjunction: හෝ xyxy=(758,363,778,376)
benefit-item: iii. සන්නිවේදන දීමනාව xyxy=(531,639,648,652)
conjunction: හෝ xyxy=(252,1729,271,1743)
benefit-item: i. ජීවන වියදම් දීමනාව xyxy=(1017,922,1136,935)
note: රජයේ දෙපාර්තමේන්තු/ සංස්ථා/ ව්‍යවස්ථාපිත මණ්ඩලවල සේවය කරන නිලධාරීන් තම ආයතන ප්‍රධානියා මඟින් අයදුම්පත් එවිය යුතුය. xyxy=(1040,1728,1502,1757)
benefit-item: iii. සන්නිවේදන දීමනාව xyxy=(1017,956,1134,969)
internal-label: අභ්‍යන්තර xyxy=(550,310,599,325)
benefits-list xyxy=(19,841,510,957)
paragraph: පිළිගත් විශ්වවිද්‍යාලයකින් අදාළ විෂය සංයෝජනයකින් යුතුව ලබාගත් විද්‍යා හෝ කෘෂිකර්ම උපාධිය සමඟ අදාළ ක්ෂේත්‍රයේ ද අවුරුදු (2) පශ්චාත් උපාධිය. xyxy=(43,1746,510,1776)
salary-note: කළමනාකරණ සේවා චක්‍රලේඛ අංක 1/2025 අනුව මෙම මූලික වැටුප 2027.01.01 දින සිට හිමි වන අතර, එම චක්‍රලේඛයේ උපලේඛන II අනුව 2026.01.01 දිනට ගෙවනු ලබන මුදල රු. 83,803.00කි. xyxy=(554,1585,1011,1614)
benefit-item: iv. නේ දීමනාව xyxy=(531,1299,611,1313)
column-2 xyxy=(525,290,1011,2419)
institute-logo xyxy=(146,8,301,193)
conjunction: හෝ xyxy=(758,1008,778,1022)
qualifications-label: සුදුසුකම්: xyxy=(531,1360,576,1375)
section-title: 5. කළමනාකරු (වතු) තනතුර - පුරප්පාඩු 01 xyxy=(525,1321,1011,1355)
general-conditions-list xyxy=(1017,1451,1502,1501)
benefit-item: iii. සන්නිවේදන දීමනාව xyxy=(1017,515,1134,529)
paragraph: ද අවුරුදු (2) පශ්චාත් පර්යේෂණ උපාධිය (M.Phil/ M.Sc) සමඟ AR 1 සේවා කාණ්ඩයේ තාක්ෂණ නුවමාරු නිලධාරියෙකු වශයෙන් වසර දහයක (10) සතුටුදායක සේවාවක් සපුරා තිබීම. xyxy=(554,1026,1011,1055)
start-salary-row: ආරම්භක වැටුප් පඩිය : රු. 91,630.00 xyxy=(1015,851,1246,864)
paragraph: දෙවන පෙළ ඉහළ හෝ ඊට වැඩි සාමාර්ථයක් සහිත සිව් අවුරුදු (4) විද්‍යා හෝ කෘෂිකර්ම උපාධිය සහ අදාළ ක්ෂේත්‍රයේ ආචාර්ය උපාධිය (Ph.D) xyxy=(43,393,510,421)
external-label: බාහිර xyxy=(1037,1051,1066,1066)
institute-title: පොල් පර්යේෂණ ආයතනය xyxy=(558,180,1056,229)
benefit-item: ii. වෛද්‍ය දීමනාව xyxy=(1017,499,1112,512)
paragraph: පළපුරුද්දක් තිබීම සහ සම්මත මෘදුකාංග පැකේජ (Standard Software Packages) පිළිබඳ මනා දැනුමක් තිබීම අමතර සුදුසුකමක් සේ සලකනු ලැබේ. xyxy=(1040,293,1502,321)
edu-row: අධ්‍යාපන සුදුසුකම් : අදාළ ක්ෂේත්‍රයේ ආචාර්ය උපාධිය (Ph.D) xyxy=(18,599,361,613)
paragraph: පිළිගත් විශ්වවිද්‍යාලයකින් ලබාගත් පරිගණක විද්‍යා පිළිබඳ උපාධිය සහ පුළුල් ප්‍රදේශ ජාල පද්ධති (Wide area network systems) පිළිබඳ අවම වශයෙන් වසර තුනක (3) පශ්චාත් පළපුරුද්ද. xyxy=(554,1785,1011,1814)
start-salary-row: ආරම්භක වැටුප් පඩිය : රු. 133,220.00 xyxy=(529,1178,766,1191)
external-label: බාහිර: xyxy=(1037,611,1071,625)
header-divider xyxy=(10,280,1502,283)
benefit-item: iv. වෛද්‍ය දීමනාව xyxy=(19,893,115,906)
conjunction: සහ xyxy=(253,1141,270,1154)
start-salary-row: ආරම්භක වැටුප් පඩිය : රු. 133,220.00 xyxy=(529,534,766,547)
qualifications-label: සුදුසුකම්: xyxy=(1017,1034,1062,1048)
benefit-item: ii. වෛද්‍ය දීමනාව xyxy=(1017,938,1112,952)
note: මෙම දැන්වීමේ විවරණ පිළිබඳව ප්‍රශ්නයක් මතු වුවහොත් සිංහල පිටපත අවසාන වේ. xyxy=(1040,1782,1414,1796)
